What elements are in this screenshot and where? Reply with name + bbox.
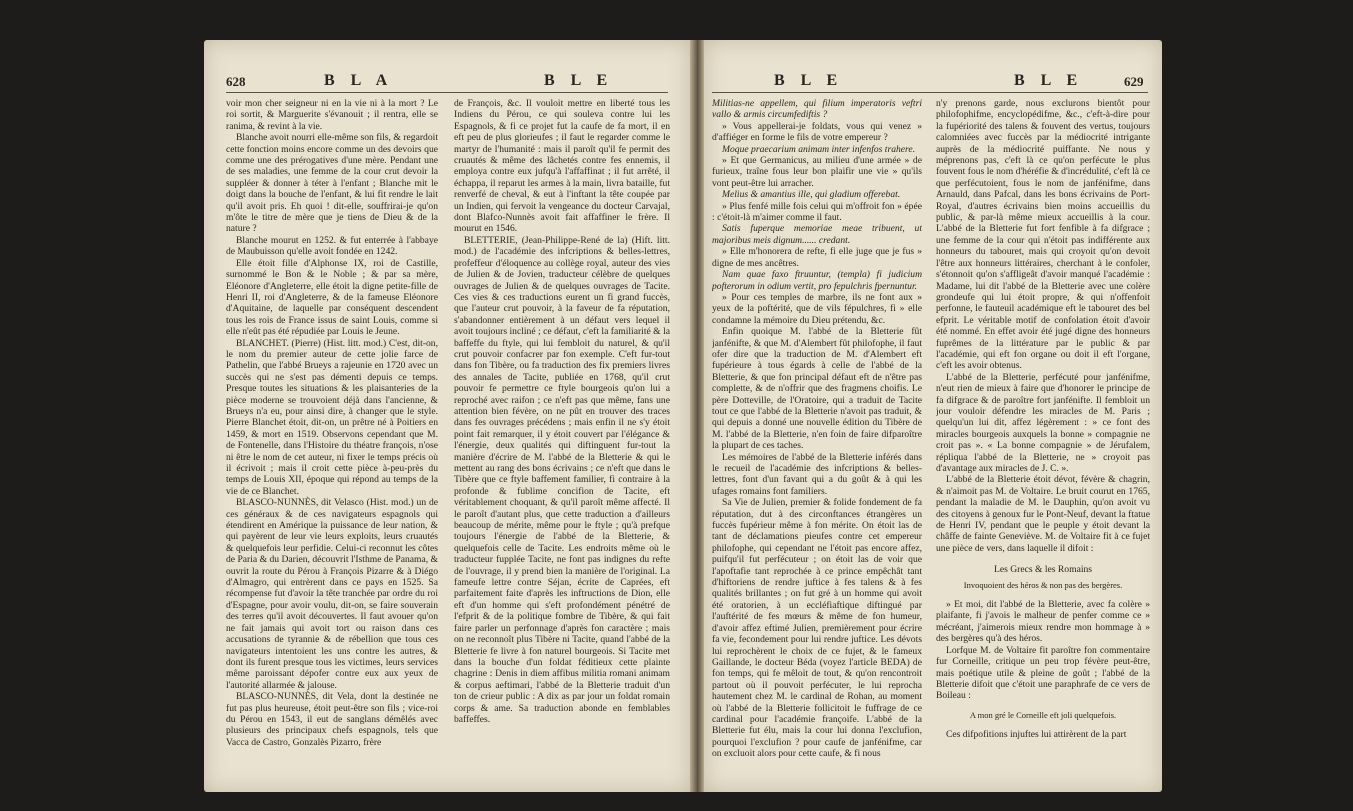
paragraph: Blanche mourut en 1252. & fut enterrée à l'abbaye de Maubuisson qu'elle avoit fondée en 1242. [226,234,438,258]
paragraph: n'y prenons garde, nous exclurons bientôt pour philofophifme, encyclopédifme, &c., c'eft-à-dire pour la fupériorité des talens & fouvent des vertus, toujours calomniées avec fuccès par la médiocrité intrigante auprès de la médiocrité puiffante. Ne nous y méprenons pas, c'eft là ce qu'on perfécute le plus fouvent fous le nom d'héréfie & d'incrédulité, c'eft là ce que perfécutoient, fous le nom de janfénifme, dans Arnauld, dans Pafcal, dans les bons écrivains de Port-Royal, d'autres écrivains bien moins accueillis du public, & par-là même mieux accueillis à la cour. L'abbé de la Bletterie fut fort fenfible à fa difgrace ; une femme de la cour qui n'étoit pas indifférente aux honneurs du tabouret, mais qui croyoit qu'on devoit l'être aux honneurs littéraires, cherchant à le confoler, s'étonnoit qu'on s'affligeât d'avoir manqué l'académie : Madame, lui dit l'abbé de la Bletterie avec une colère grondeufe qui lui étoit propre, & qui n'offenfoit perfonne, le fauteuil académique eft le tabouret des bel efprit. Le véritable motif de confolation étoit d'avoir été nommé. En effet avoir été jugé digne des honneurs fuprêmes de la littérature par le public & par l'académie, qui eft fon organe ou doit il eft l'organe, c'eft les avoir obtenus. [936,98,1150,372]
paragraph: Elle étoit fille d'Alphonse IX, roi de Castille, surnommé le Bon & le Noble ; & par sa mère, Eléonore d'Angleterre, elle étoit la digne petite-fille de Henri II, roi d'Angleterre, & de la fameuse Eléonore d'Aquitaine, de laquelle par conséquent descendent tous les rois de France issus de saint Louis, comme si elle n'eût pas été répudiée par Louis le Jeune. [226,257,438,338]
page-number: 629 [1124,74,1144,89]
paragraph: Enfin quoique M. l'abbé de la Bletterie fût janfénifte, & que M. d'Alembert fût philofophe, il faut ofer dire que la traduction de M. d'Alembert eft fupérieure à tous égards à celle de l'abbé de la Bletterie, & que fon principal défaut eft de n'être pas complette, & de n'offrir que des fragmens choifis. Le père Dotteville, de l'Oratoire, qui a traduit de Tacite tout ce que l'abbé de la Bletterie n'avoit pas traduit, & qui depuis a donné une nouvelle édition du Tibère de M. l'abbé de la Bletterie, n'en foin de faire difparoître la plupart de ces taches. [712,326,922,452]
paragraph: » Et moi, dit l'abbé de la Bletterie, avec fa colère » plaifante, fi j'avois le malheur de penfer comme ce » mécréant, j'aimerois mieux rendre mon hommage à » des bergères qu'à des héros. [936,599,1150,645]
header-rule [712,92,1148,93]
running-head-left: B L A [324,72,394,89]
latin-quote: Militias-ne appellem, qui filium imperatoris veftri vallo & armis circumfediftis ? [712,98,922,121]
paragraph: Les mémoires de l'abbé de la Bletterie inférés dans le recueil de l'académie des infcriptions & belles-lettres, font d'un favant qui a du goût & à qui les ufages romains font familiers. [712,451,922,497]
left-page [204,40,690,792]
running-head-left: B L E [774,72,844,89]
text-column-2 [936,98,1150,788]
paragraph: BLASCO-NUNNÈS, dit Vela, dont la destinée ne fut pas plus heureuse, étoit peut-être son fils ; vice-roi du Pérou en 1543, il eut de sanglans démêlés avec plusieurs des principaux chefs espagnols, tels que Vacca de Castro, Gonzalès Pizarro, frère [226,691,438,748]
paragraph: BLETTERIE, (Jean-Philippe-René de la) (Hift. litt. mod.) de l'académie des infcriptions & belles-lettres, profeffeur d'éloquence au collège royal, auteur des vies de Julien & de Jovien, traducteur célèbre de quelques ouvrages de Julien & de quelques ouvrages de Tacite. Ces vies & ces traductions eurent un fi grand fuccès, que l'auteur crut pouvoir, à la faveur de fa réputation, s'abandonner entièrement à un défaut vers lequel il avoit toujours incliné ; ce défaut, c'eft la familiarité & la baffeffe du ftyle, qui lui fembloit du naturel, & qu'il crut pouvoir confacrer par fon exemple. C'eft fur-tout dans fon Tibère, ou fa traduction des fix premiers livres des annales de Tacite, publiée en 1768, qu'il crut pouvoir fe permettre ce ftyle bourgeois qu'on lui a reproché avec raifon ; ce n'eft pas que même, fans une attention bien févère, on ne pût en trouver des traces dans fes ouvrages précédens ; mais enfin il ne s'y étoit point fait remarquer, il y étoit couvert par l'élégance & l'énergie, deux qualités qui diftinguent fur-tout la manière d'écrire de M. l'abbé de la Bletterie & qui le mettent au rang des bons écrivains ; ce n'eft que dans le Tibère que ce ftyle baffement familier, fi contraire à la profonde & fublime concifion de Tacite, eft véritablement choquant, & qu'il paroît même affecté. Il le paroît d'autant plus, que cette traduction a d'ailleurs beaucoup de mérite, même pour le ftyle ; qu'à prefque toujours l'énergie de l'abbé de la Bletterie, & quelquefois celle de Tacite. Les endroits même où le traducteur fupplée Tacite, ne font pas indignes du refte de l'ouvrage, il y prend bien la manière de l'original. La fameufe lettre contre Séjan, écrite de Caprées, eft parfaitement faite d'après les inftructions de Dion, elle eft d'un homme qui s'eft profondément pénétré de l'efprit & de la politique fombre de Tibère, & qui fait faire parler un perfonnage d'après fon caractère ; mais on ne reconnoît plus Tibère ni Tacite, quand l'abbé de la Bletterie fe livre à fon naturel bourgeois. Si Tacite met dans la bouche d'un foldat féditieux cette plainte chagrine : Denis in diem affibus militia romani animam & corpus aeftimari, l'abbé de la Bletterie traduit d'un ton de crieur public : A dix as par jour un foldat romain corps & ame. Sa traduction abonde en femblables baffeffes. [454,234,670,725]
paragraph: Lorfque M. de Voltaire fit paroître fon commentaire fur Corneille, critique un peu trop févère peut-être, mais poétique utile & pleine de goût ; l'abbé de la Bletterie difoit que c'étoit une paraphrafe de ce vers de Boileau : [936,644,1150,702]
paragraph: voir mon cher seigneur ni en la vie ni à la mort ? Le roi sortit, & Marguerite s'évanouit ; il rentra, elle se ranima, & revint à la vie. [226,98,438,132]
text-column-1 [226,98,438,788]
translation: » Plus fenfé mille fois celui qui m'offroit fon » épée : c'étoit-là m'aimer comme il faut. [712,200,922,224]
paragraph: de François, &c. Il vouloit mettre en liberté tous les Indiens du Pérou, ce qui souleva contre lui les Espagnols, & fi ce projet fut la caufe de fa mort, il en eft peu de plus glorieufes ; il faut le regarder comme le martyr de l'humanité : mais il paroît qu'il fe permit des cruautés & même des lâchetés contre fes ennemis, il employa contre eux jufqu'à l'affaffinat ; il fut arrêté, il échappa, il reparut les armes à la main, livra bataille, fut renverfé de cheval, & eut à l'inftant la tête coupée par un Indien, qui fervoit la vengeance du docteur Carvajal, dont Blafco-Nunnès avoit fait affaffiner le frère. Il mourut en 1546. [454,98,670,235]
latin-quote: Satis fuperque memoriae meae tribuent, ut majoribus meis dignum...... credant. [712,223,922,246]
book-gutter [690,40,704,792]
latin-quote: Moque praecarium animam inter infenfos trahere. [722,143,916,155]
translation: » Et que Germanicus, au milieu d'une armée » de furieux, traîne fous leur bon plaifir une vie » qu'ils vont peut-être lui arracher. [712,155,922,189]
paragraph: L'abbé de la Bletterie, perfécuté pour janfénifme, n'eut rien de mieux à faire que d'honorer le principe de fa difgrace & de paroître fort janfénifte. Il fembloit un jour vouloir défendre les miracles de M. Paris ; quelqu'un lui dit, affez légèrement : » ce font des miracles bourgeois auxquels la bonne » compagnie ne croit pas ». « La bonne compagnie » de Jérufalem, répliqua l'abbé de la Bletterie, ne » croyoit pas d'avantage aux miracles de J. C. ». [936,371,1150,474]
paragraph: Ces difpofitions injuftes lui attirèrent de la part [946,729,1127,741]
text-column-2 [454,98,670,788]
paragraph: Blanche avoit nourri elle-même son fils, & regardoit cette fonction moins encore comme un des devoirs que comme une des prérogatives d'une mère. Pendant une de ses maladies, une femme de la cour crut devoir la suppléer & donner à téter à l'enfant ; Blanche mit le doigt dans la bouche de l'enfant, & lui fit rendre le lait qu'il avoit pris. Eh quoi ! dit-elle, souffrirai-je qu'on m'ôte le titre de mère que je tiens de Dieu & de la nature ? [226,132,438,235]
latin-quote: Melius & amantius ille, qui gladium offerebat. [722,189,901,201]
translation: » Pour ces temples de marbre, ils ne font aux » yeux de la poftérité, que de vils fépulchres, fi » elle condamne la mémoire du Dieu prétendu, &c. [712,291,922,326]
verse-heading: Les Grecs & les Romains [993,564,1093,576]
text-column-1 [712,98,922,788]
right-page [704,40,1162,792]
verse-line: A mon gré le Corneille eft joli quelquefois. [969,709,1117,720]
latin-quote: Nam quae faxo ftruuntur, (templa) fi judicium pofterorum in odium vertit, pro fepulchris fpernuntur. [712,269,922,292]
running-head-right: B L E [1014,72,1084,89]
paragraph: Sa Vie de Julien, premier & folide fondement de fa réputation, dut à des circonftances étrangères un fuccès fupérieur même à fon mérite. On étoit las de tant de déclamations pieufes contre cet empereur philofophe, qui cependant ne l'étoit pas encore affez, puifqu'il fut perfécuteur ; on étoit las de voir que l'apoftafie tant reprochée à ce prince empêchât tant d'hiftoriens de rendre juftice à fes talens & à fes qualités brillantes ; on fut gré à un homme qui avoit été oratorien, à un eccléfiaftique diftingué par l'auftérité de fes mœurs & même de fon humeur, d'avoir affez eftimé Julien, premièrement pour écrire fa vie, fecondement pour lui rendre juftice. Les dévots lui reprochèrent le choix de ce fujet, & le fameux Gaillande, le docteur Béda (voyez l'article BEDA) de fon temps, qui fe mêloit de tout, & qu'on rencontroit partout où il pouvoit perfécuter, le lui reprocha hautement chez M. le cardinal de Rohan, au moment où l'abbé de la Bletterie follicitoit le fuffrage de ce cardinal pour l'académie françoife. L'abbé de la Bletterie fut élu, mais la cour lui donna l'exclufion, pourquoi l'exclufion ? pour caufe de janfénifme, car on excluoit alors pour cette caufe, & fi nous [712,497,922,760]
translation: » Vous appellerai-je foldats, vous qui venez » d'affiéger en forme le fils de votre empereur ? [712,120,922,144]
running-head-right: B L E [544,72,614,89]
header-rule [226,92,668,93]
paragraph: BLASCO-NUNNÈS, dit Velasco (Hist. mod.) un de ces généraux & de ces navigateurs espagnols qui étendirent en Amérique la puissance de leur nation, & qui payèrent de leur vie leurs exploits, leurs cruautés & quelquefois leur perfidie. Celui-ci reconnut les côtes de Paria & du Darien, découvrit l'Isthme de Panama, & ouvrit la route du Pérou à François Pizarre & à Diégo d'Almagro, qui entrèrent dans ce pays en 1525. Sa récompense fut d'avoir la tête tranchée par ordre du roi d'Espagne, pour avoir voulu, dit-on, se faire souverain des terres qu'il avoit découvertes. Il faut avouer qu'on ne fait jamais qui avoit tort ou raison dans ces accusations de tyrannie & de rébellion que tous ces navigateurs intentoient les uns contre les autres, & dont ils furent presque tous les victimes, leurs services même paroissant dépofer contre eux aux yeux de l'autorité allarmée & jalouse. [226,497,438,691]
verse-line: Invoquoient des héros & non pas des bergères. [963,579,1123,590]
translation: » Elle m'honorera de refte, fi elle juge que je fus » digne de mes ancêtres. [712,246,922,269]
paragraph: BLANCHET. (Pierre) (Hist. litt. mod.) C'est, dit-on, le nom du premier auteur de cette jolie farce de Pathelin, que l'abbé Brueys a rajeunie en 1720 avec un succès qui ne s'est pas démenti depuis ce temps. Presque toutes les situations & les plaisanteries de la pièce moderne se trouvoient déjà dans l'ancienne, & Brueys n'a eu, pour ainsi dire, à changer que le style. Pierre Blanchet étoit, dit-on, un prêtre né à Poitiers en 1459, & mort en 1519. Observons cependant que M. de Fontenelle, dans l'Histoire du théatre françois, n'ose ni être le nom de cet auteur, ni fixer le temps précis où il écrivoit ; mais il croit cette pièce à-peu-près du temps de Louis XII, époque qui répond au temps de la vie de ce Blanchet. [226,337,438,497]
page-number: 628 [226,74,246,89]
paragraph: L'abbé de la Bletterie étoit dévot, févère & chagrin, & n'aimoit pas M. de Voltaire. Le bruit courut en 1765, pendant la maladie de M. le Dauphin, qu'on avoit vu des citoyens à genoux fur le Pont-Neuf, devant la ftatue de Henri IV, pendant que le peuple y étoit devant la châffe de fainte Geneviève. M. de Voltaire fit à ce fujet une pièce de vers, dans laquelle il difoit : [936,474,1150,554]
